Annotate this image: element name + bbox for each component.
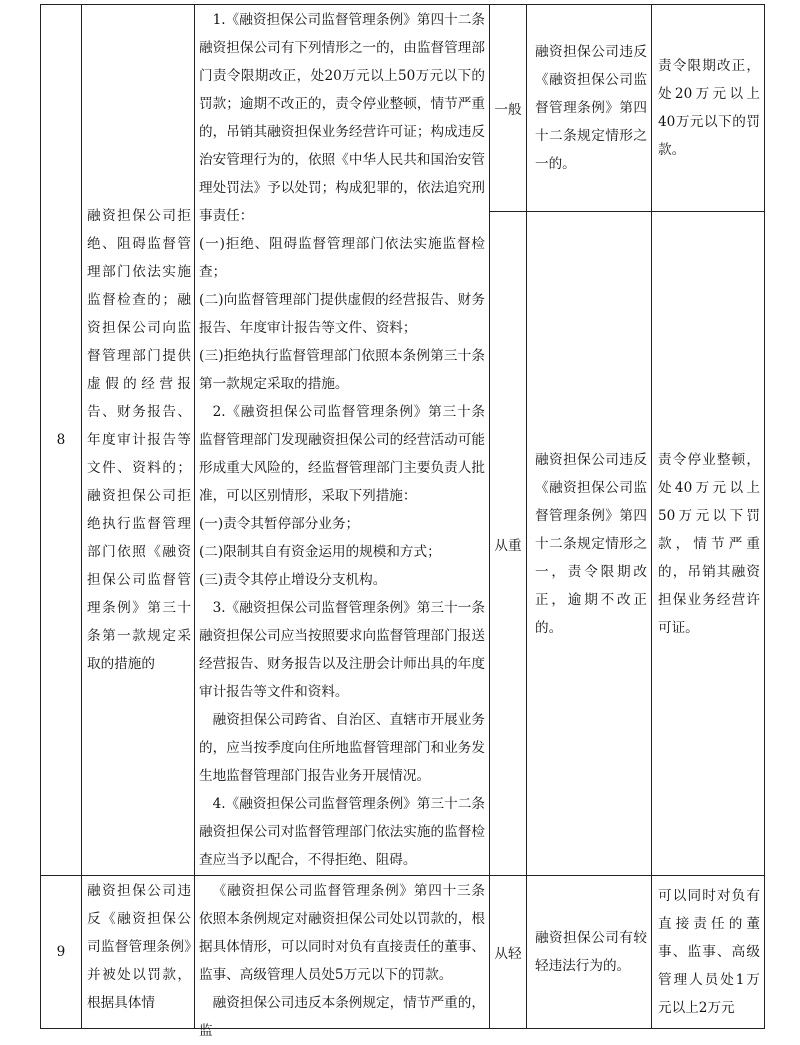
legal-basis-paragraph: (三)拒绝执行监督管理部门依照本条例第三十条第一款规定采取的措施。 (199, 348, 485, 392)
penalty-cell (652, 212, 765, 876)
legal-basis-paragraph: (三)责令其停止增设分支机构。 (199, 572, 387, 588)
table-row-8a (41, 5, 765, 212)
legal-basis-paragraph: (一)拒绝、阻碍监督管理部门依法实施监督检查； (199, 236, 485, 280)
legal-basis-paragraph: 2.《融资担保公司监督管理条例》第三十条 监督管理部门发现融资担保公司的经营活动可能形成重大风险的，经监督管理部门主要负责人批准，可以区别情形，采取下列措施： (199, 404, 499, 504)
legal-basis-paragraph: 融资担保公司跨省、自治区、直辖市开展业务的，应当按季度向住所地监督管理部门和业务发生地监督管理部门报告业务开展情况。 (199, 712, 485, 784)
discretion-level-cell: 从重 (490, 212, 527, 876)
penalty-text: 责令停业整顿，处40万元以上50万元以下罚款，情节严重的，吊销其融资担保业务经营许可证。 (658, 451, 760, 636)
legal-basis-paragraph: 4.《融资担保公司监督管理条例》第三十二条 融资担保公司对监督管理部门依法实施的监督检查应当予以配合，不得拒绝、阻碍。 (199, 796, 499, 868)
legal-basis-paragraph: 融资担保公司违反本条例规定，情节严重的，监 (199, 995, 485, 1039)
penalty-standards-table (40, 4, 765, 1039)
row-number-cell: 9 (41, 876, 82, 1029)
legal-basis-cell (195, 876, 499, 1039)
circumstance-text: 融资担保公司有较轻违法行为的。 (535, 930, 647, 974)
legal-basis-paragraph: (一)责令其暂停部分业务； (199, 516, 360, 532)
legal-basis-paragraph: (二)限制其自有资金运用的规模和方式； (199, 544, 441, 560)
row-number-cell: 8 (41, 5, 82, 876)
penalty-cell (652, 5, 765, 212)
legal-basis-paragraph: 《融资担保公司监督管理条例》第四十三条 依照本条例规定对融资担保公司处以罚款的，根据具体情形，可以同时对负有直接责任的董事、监事、高级管理人员处5万元以下的罚款。 (199, 883, 499, 983)
violation-subject-text: 融资担保公司违反《融资担保公司监督管理条例》并被处以罚款，根据具体情 (87, 883, 191, 1011)
circumstance-text: 融资担保公司违反《融资担保公司监督管理条例》第四十二条规定情形之一的。 (535, 44, 647, 172)
violation-subject-cell (82, 5, 195, 876)
penalty-text: 可以同时对负有直接责任的董事、监事、高级管理人员处1万元以上2万元 (658, 888, 760, 1016)
legal-basis-cell (195, 5, 499, 876)
circumstance-cell (527, 212, 652, 876)
legal-basis-paragraph: 1.《融资担保公司监督管理条例》第四十二条 融资担保公司有下列情形之一的，由监督管理部门责令限期改正，处20万元以上50万元以下的罚款；逾期不改正的，责令停业整顿，情节严重的，吊销其融资担保业务经营许可证；构成违反治安管理行为的，依照《中华人民共和国治安管理处罚法》予以处罚；构成犯罪的，依法追究刑事责任： (199, 12, 499, 224)
legal-basis-paragraph: (二)向监督管理部门提供虚假的经营报告、财务报告、年度审计报告等文件、资料； (199, 292, 485, 336)
penalty-text: 责令限期改正，处20万元以上40万元以下的罚款。 (658, 58, 760, 158)
circumstance-text: 融资担保公司违反《融资担保公司监督管理条例》第四十二条规定情形之一，责令限期改正，逾期不改正的。 (535, 451, 647, 636)
table-row-9 (41, 876, 765, 1029)
discretion-level-cell: 一般 (490, 5, 527, 212)
circumstance-cell (527, 5, 652, 212)
violation-subject-text: 融资担保公司拒绝、阻碍监督管理部门依法实施监督检查的；融资担保公司向监督管理部门提供虚假的经营报告、财务报告、年度审计报告等文件、资料的；融资担保公司拒绝执行监督管理部门依照《融资担保公司监督管理条例》第三十条第一款规定采取的措施的 (87, 208, 191, 672)
violation-subject-cell (82, 876, 195, 1029)
penalty-cell (652, 876, 765, 1029)
discretion-level-cell: 从轻 (490, 876, 527, 1029)
circumstance-cell (527, 876, 652, 1029)
legal-basis-paragraph: 3.《融资担保公司监督管理条例》第三十一条 融资担保公司应当按照要求向监督管理部门报送经营报告、财务报告以及注册会计师出具的年度审计报告等文件和资料。 (199, 600, 499, 700)
